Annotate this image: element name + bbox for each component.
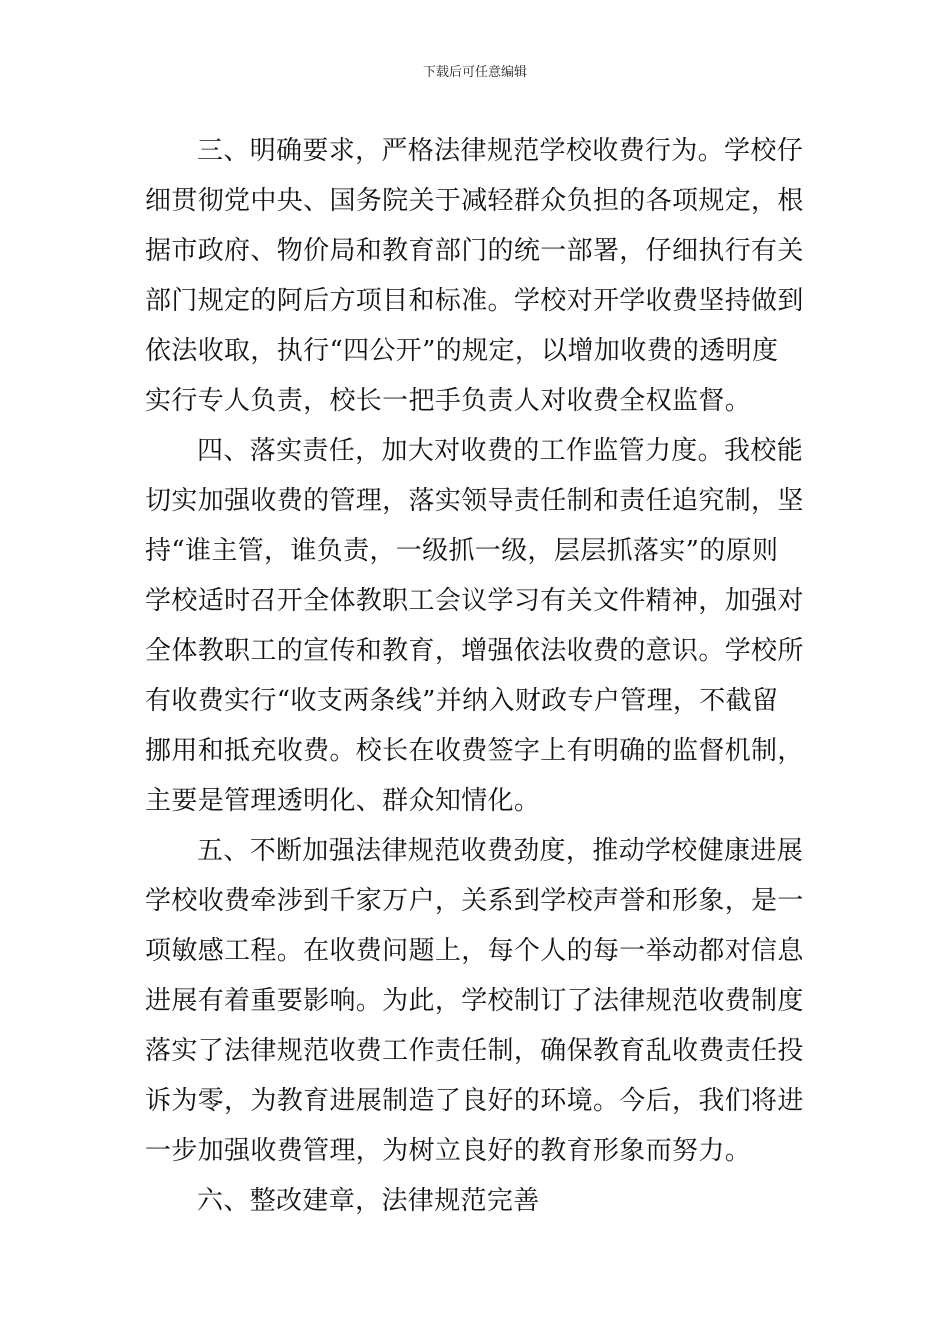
text-line: 全体教职工的宣传和教育，增强依法收费的意识。学校所 <box>145 636 804 666</box>
text-line: 切实加强收费的管理，落实领导责任制和责任追究制，坚 <box>145 486 804 516</box>
text-line: 五、不断加强法律规范收费劲度，推动学校健康进展 <box>197 836 804 866</box>
text-line: 六、整改建章，法律规范完善 <box>197 1186 540 1216</box>
text-line: 诉为零，为教育进展制造了良好的环境。今后，我们将进 <box>145 1086 804 1116</box>
text-line: 挪用和抵充收费。校长在收费签字上有明确的监督机制， <box>145 736 804 766</box>
text-line: 细贯彻党中央、国务院关于减轻群众负担的各项规定，根 <box>145 186 804 216</box>
document-body <box>145 126 807 1226</box>
text-line: 四、落实责任，加大对收费的工作监管力度。我校能 <box>197 436 804 466</box>
text-line: 实行专人负责，校长一把手负责人对收费全权监督。 <box>145 386 752 416</box>
text-line: 主要是管理透明化、群众知情化。 <box>145 786 541 816</box>
text-line: 一步加强收费管理，为树立良好的教育形象而努力。 <box>145 1136 752 1166</box>
text-line: 项敏感工程。在收费问题上，每个人的每一举动都对信息 <box>145 936 804 966</box>
text-line: 落实了法律规范收费工作责任制，确保教育乱收费责任投 <box>145 1036 804 1066</box>
text-line: 据市政府、物价局和教育部门的统一部署，仔细执行有关 <box>145 236 804 266</box>
text-line: 进展有着重要影响。为此，学校制订了法律规范收费制度 <box>145 986 804 1016</box>
text-line: 持“谁主管，谁负责，一级抓一级，层层抓落实”的原则 <box>145 536 779 566</box>
text-line: 有收费实行“收支两条线”并纳入财政专户管理，不截留 <box>145 686 779 716</box>
text-line: 学校收费牵涉到千家万户，关系到学校声誉和形象，是一 <box>145 886 804 916</box>
text-line: 学校适时召开全体教职工会议学习有关文件精神，加强对 <box>145 586 804 616</box>
page-header: 下载后可任意编辑 <box>422 65 527 80</box>
text-line: 依法收取，执行“四公开”的规定，以增加收费的透明度 <box>145 336 779 366</box>
text-line: 部门规定的阿后方项目和标准。学校对开学收费坚持做到 <box>145 286 804 316</box>
text-line: 三、明确要求，严格法律规范学校收费行为。学校仔 <box>197 136 804 166</box>
